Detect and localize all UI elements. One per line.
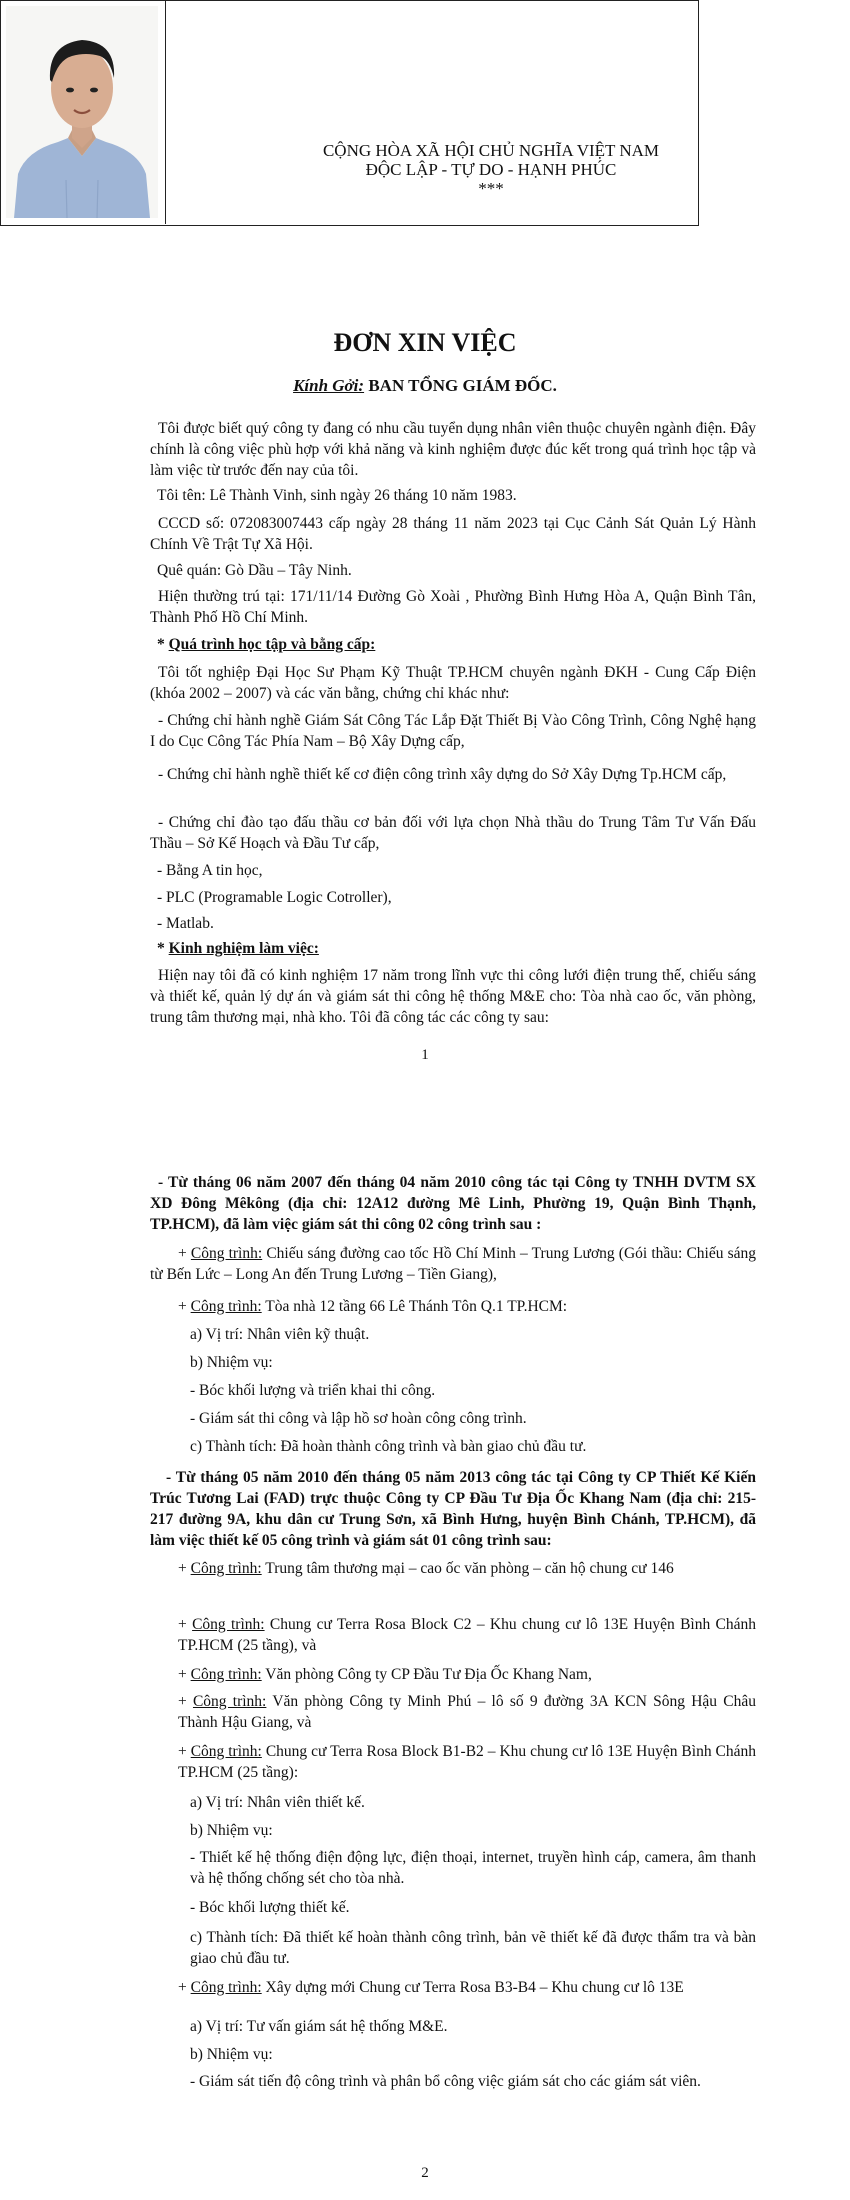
job2-duty: - Bóc khối lượng thiết kế.: [190, 1899, 350, 1916]
job1-achievement: c) Thành tích: Đã hoàn thành công trình và bàn giao chủ đầu tư.: [190, 1438, 587, 1455]
certificate-item: - Matlab.: [157, 915, 214, 932]
header-stars: ***: [478, 179, 504, 198]
experience-summary: Hiện nay tôi đã có kinh nghiệm 17 năm trong lĩnh vực thi công lưới điện trung thế, chiếu sáng và thiết kế, quản lý dự án và giám sát thi công hệ thống M&E cho: Tòa nhà cao ốc, văn phòng, trung tâm thương mại, nhà kho. Tôi đã công tác các công ty sau:: [150, 967, 756, 1026]
education-heading-text: Quá trình học tập và bằng cấp:: [168, 636, 376, 653]
job1-duty: - Giám sát thi công và lập hồ sơ hoàn công công trình.: [190, 1410, 527, 1427]
experience-heading: [157, 938, 756, 959]
job1-header: - Từ tháng 06 năm 2007 đến tháng 04 năm 2010 công tác tại Công ty TNHH DVTM SX XD Đông Mêkông (địa chỉ: 12A12 đường Mê Linh, Phường 19, Quận Bình Thạnh, TP.HCM), đã làm việc giám sát thi công 02 công trình sau :: [150, 1174, 756, 1233]
project-label: Công trình:: [190, 1743, 262, 1760]
job2-duty: - Thiết kế hệ thống điện động lực, điện thoại, internet, truyền hình cáp, camera, âm thanh và hệ thống chống sét cho tòa nhà.: [190, 1849, 756, 1887]
job2-duties-label: b) Nhiệm vụ:: [190, 1822, 273, 1839]
job2-duty: - Giám sát tiến độ công trình và phân bổ công việc giám sát cho các giám sát viên.: [190, 2073, 701, 2090]
job1-position: a) Vị trí: Nhân viên kỹ thuật.: [190, 1326, 370, 1343]
graduation-line: Tôi tốt nghiệp Đại Học Sư Phạm Kỹ Thuật TP.HCM chuyên ngành ĐKH - Cung Cấp Điện (khóa 2002 – 2007) và các văn bằng, chứng chỉ khác như:: [150, 664, 756, 702]
nation-header: [226, 141, 756, 198]
greeting-recipient: BAN TỔNG GIÁM ĐỐC.: [368, 376, 557, 395]
name-line: Tôi tên: Lê Thành Vinh, sinh ngày 26 tháng 10 năm 1983.: [157, 487, 517, 504]
job2-header: - Từ tháng 05 năm 2010 đến tháng 05 năm 2013 công tác tại Công ty CP Thiết Kế Kiến Trúc Tương Lai (FAD) trực thuộc Công ty CP Đầu Tư Địa Ốc Khang Nam (địa chỉ: 215-217 đường 9A, khu dân cư Trung Sơn, xã Bình Hưng, huyện Bình Chánh, TP.HCM), đã làm việc thiết kế 05 công trình và giám sát 01 công trình sau:: [150, 1469, 756, 1549]
page-number: 2: [421, 2165, 429, 2181]
project-label: Công trình:: [192, 1693, 267, 1710]
applicant-photo: [6, 6, 158, 218]
project-text: Tòa nhà 12 tầng 66 Lê Thánh Tôn Q.1 TP.HCM:: [265, 1298, 568, 1315]
education-star: *: [157, 636, 165, 653]
job1-project-1: + Công trình: Chiếu sáng đường cao tốc Hồ Chí Minh – Trung Lương (Gói thầu: Chiếu sáng từ Bến Lức – Long An đến Trung Lương – Tiền Giang),: [150, 1245, 757, 1283]
greeting: [0, 376, 850, 396]
certificate-item: - Chứng chỉ hành nghề thiết kế cơ điện công trình xây dựng do Sở Xây Dựng Tp.HCM cấp,: [158, 766, 727, 783]
project-label: Công trình:: [190, 1560, 262, 1577]
job2-duties-label-2: b) Nhiệm vụ:: [190, 2046, 273, 2063]
project-text: Chung cư Terra Rosa Block C2 – Khu chung cư lô 13E Huyện Bình Chánh TP.HCM (25 tầng), và: [178, 1616, 757, 1654]
project-text: Trung tâm thương mại – cao ốc văn phòng – căn hộ chung cư 146: [265, 1560, 674, 1577]
greeting-label: Kính Gởi:: [293, 376, 365, 395]
hometown-line: Quê quán: Gò Dầu – Tây Ninh.: [157, 562, 352, 579]
project-text: Xây dựng mới Chung cư Terra Rosa B3-B4 – Khu chung cư lô 13E: [265, 1979, 684, 1996]
certificate-item: - Bằng A tin học,: [157, 862, 263, 879]
experience-star: *: [157, 940, 165, 957]
project-label: Công trình:: [190, 1979, 262, 1996]
intro-paragraph: Tôi được biết quý công ty đang có nhu cầu tuyển dụng nhân viên thuộc chuyên ngành điện. Đây chính là công việc phù hợp với khả năng và kinh nghiệm được đúc kết trong quá trình học tập và làm việc từ trước đến nay của tôi.: [150, 420, 756, 479]
job2-project-1: + Công trình: Trung tâm thương mại – cao ốc văn phòng – căn hộ chung cư 146: [178, 1560, 674, 1577]
page-title: ĐƠN XIN VIỆC: [333, 328, 517, 357]
address-line: Hiện thường trú tại: 171/11/14 Đường Gò Xoài , Phường Bình Hưng Hòa A, Quận Bình Tân, Thành Phố Hồ Chí Minh.: [150, 588, 756, 626]
certificate-item: - Chứng chỉ đào tạo đấu thầu cơ bản đối với lựa chọn Nhà thầu do Trung Tâm Tư Vấn Đấu Thầu – Sở Kế Hoạch và Đầu Tư cấp,: [150, 814, 756, 852]
project-text: Văn phòng Công ty CP Đầu Tư Địa Ốc Khang Nam,: [265, 1666, 592, 1683]
experience-heading-text: Kinh nghiệm làm việc:: [168, 940, 319, 957]
nation-motto: ĐỘC LẬP - TỰ DO - HẠNH PHÚC: [365, 160, 617, 179]
project-text: Chung cư Terra Rosa Block B1-B2 – Khu chung cư lô 13E Huyện Bình Chánh TP.HCM (25 tầng):: [178, 1743, 757, 1781]
photo-cell: [0, 0, 166, 224]
education-heading: [157, 634, 756, 655]
certificate-item: - PLC (Programable Logic Cotroller),: [157, 889, 392, 906]
project-label: Công trình:: [190, 1298, 262, 1315]
project-label: Công trình:: [192, 1616, 265, 1633]
job1-duty: - Bóc khối lượng và triển khai thi công.: [190, 1382, 436, 1399]
nation-name: CỘNG HÒA XÃ HỘI CHỦ NGHĨA VIỆT NAM: [322, 141, 660, 160]
job2-project-4: + Công trình: Văn phòng Công ty Minh Phú – lô số 9 đường 3A KCN Sông Hậu Châu Thành Hậu Giang, và: [178, 1693, 756, 1731]
job2-position-2: a) Vị trí: Tư vấn giám sát hệ thống M&E.: [190, 2018, 448, 2035]
job2-position: a) Vị trí: Nhân viên thiết kế.: [190, 1794, 365, 1811]
job2-project-3: + Công trình: Văn phòng Công ty CP Đầu Tư Địa Ốc Khang Nam,: [178, 1666, 592, 1683]
job1-project-2: + Công trình: Tòa nhà 12 tầng 66 Lê Thánh Tôn Q.1 TP.HCM:: [178, 1298, 568, 1315]
project-text: Chiếu sáng đường cao tốc Hồ Chí Minh – Trung Lương (Gói thầu: Chiếu sáng từ Bến Lức – Long An đến Trung Lương – Tiền Giang),: [150, 1245, 757, 1283]
job2-project-2: + Công trình: Chung cư Terra Rosa Block C2 – Khu chung cư lô 13E Huyện Bình Chánh TP.HCM (25 tầng), và: [178, 1616, 757, 1654]
project-text: Văn phòng Công ty Minh Phú – lô số 9 đường 3A KCN Sông Hậu Châu Thành Hậu Giang, và: [178, 1693, 756, 1731]
project-label: Công trình:: [190, 1245, 263, 1262]
job2-achievement: c) Thành tích: Đã thiết kế hoàn thành công trình, bản vẽ thiết kế đã được thẩm tra và bàn giao chủ đầu tư.: [190, 1929, 756, 1967]
job2-project-5: + Công trình: Chung cư Terra Rosa Block B1-B2 – Khu chung cư lô 13E Huyện Bình Chánh TP.HCM (25 tầng):: [178, 1743, 757, 1781]
job1-duties-label: b) Nhiệm vụ:: [190, 1354, 273, 1371]
id-line: CCCD số: 072083007443 cấp ngày 28 tháng 11 năm 2023 tại Cục Cảnh Sát Quản Lý Hành Chính Về Trật Tự Xã Hội.: [150, 515, 756, 553]
page-number: 1: [421, 1047, 429, 1063]
job2-project-6: + Công trình: Xây dựng mới Chung cư Terra Rosa B3-B4 – Khu chung cư lô 13E: [178, 1979, 684, 1996]
project-label: Công trình:: [190, 1666, 262, 1683]
certificate-item: - Chứng chỉ hành nghề Giám Sát Công Tác Lắp Đặt Thiết Bị Vào Công Trình, Công Nghệ hạng I do Cục Công Tác Phía Nam – Bộ Xây Dựng cấp,: [150, 712, 756, 750]
